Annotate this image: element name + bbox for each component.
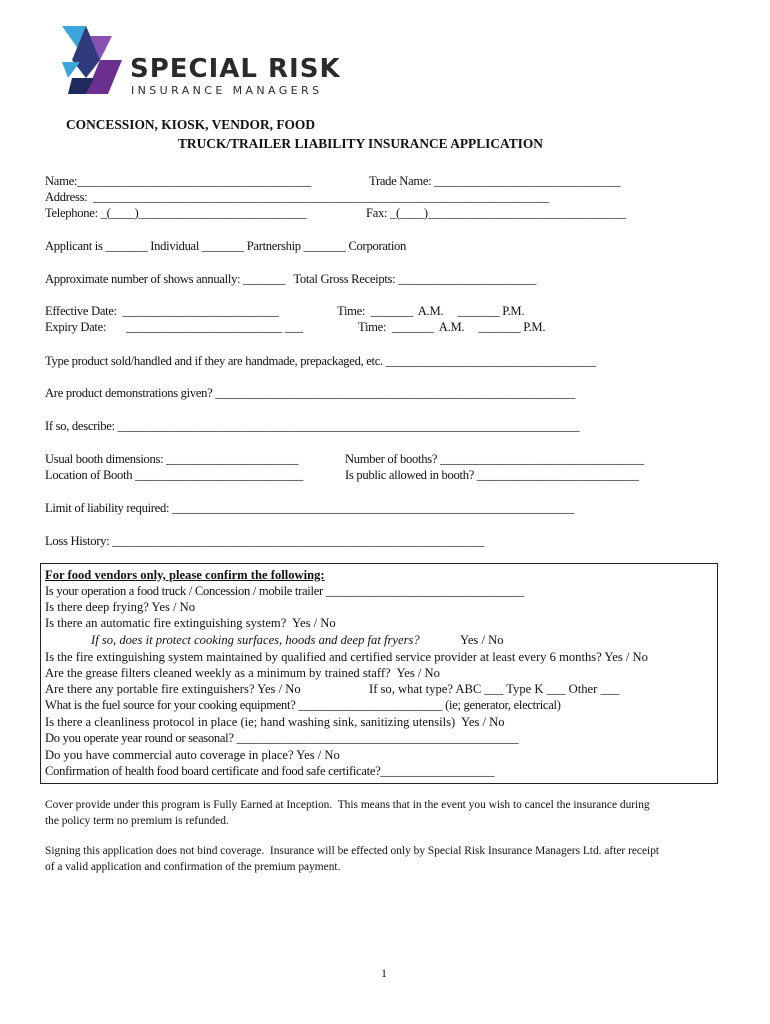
address-field[interactable]: Address: ____________________________________________________________________________ (45, 190, 549, 204)
booth-location-field[interactable]: Location of Booth ____________________________ (45, 468, 303, 482)
public-allowed-field[interactable]: Is public allowed in booth? ___________________________ (345, 468, 639, 482)
logo-subtitle: INSURANCE MANAGERS (131, 84, 323, 97)
food-q-cleanliness[interactable]: Is there a cleanliness protocol in place (ie; hand washing sink, sanitizing utensils) Yes / No (45, 715, 505, 729)
effective-time-field[interactable]: Time: _______ A.M. _______ P.M. (337, 304, 525, 318)
food-q-fuel-source[interactable]: What is the fuel source for your cooking equipment? ________________________ (ie; generator, electrical) (45, 698, 561, 712)
loss-history-field[interactable]: Loss History: ______________________________________________________________ (45, 534, 484, 548)
page-number: 1 (381, 966, 387, 980)
expiry-time-field[interactable]: Time: _______ A.M. _______ P.M. (358, 320, 546, 334)
food-section-heading: For food vendors only, please confirm the following: (45, 568, 325, 582)
food-q-portable-ext[interactable]: Are there any portable fire extinguishers? Yes / No (45, 682, 301, 696)
effective-date-field[interactable]: Effective Date: __________________________ (45, 304, 279, 318)
food-q-maintained[interactable]: Is the fire extinguishing system maintained by qualified and certified service provider at least every 6 months? Yes / No (45, 650, 648, 664)
demonstrations-field[interactable]: Are product demonstrations given? ____________________________________________________________ (45, 386, 576, 400)
applicant-type-field[interactable]: Applicant is _______ Individual _______ Partnership _______ Corporation (45, 239, 407, 253)
food-q-operation[interactable]: Is your operation a food truck / Concession / mobile trailer _________________________________ (45, 584, 524, 598)
cover-note-line-1: Cover provide under this program is Fully Earned at Inception. This means that in the event you wish to cancel the insurance during (45, 799, 650, 811)
logo-name: SPECIAL RISK (130, 54, 341, 84)
special-risk-logo-icon (60, 22, 126, 98)
food-q-year-round[interactable]: Do you operate year round or seasonal? _______________________________________________ (45, 731, 519, 745)
title-line-2: TRUCK/TRAILER LIABILITY INSURANCE APPLICATION (178, 136, 543, 151)
product-type-field[interactable]: Type product sold/handled and if they are handmade, prepackaged, etc. ___________________________________ (45, 354, 596, 368)
food-q-protect-surfaces: If so, does it protect cooking surfaces, hoods and deep fat fryers? (91, 633, 420, 647)
title-line-1: CONCESSION, KIOSK, VENDOR, FOOD (66, 117, 316, 132)
food-q-auto-coverage[interactable]: Do you have commercial auto coverage in place? Yes / No (45, 748, 340, 762)
booth-dimensions-field[interactable]: Usual booth dimensions: ______________________ (45, 452, 299, 466)
food-q-auto-extinguish[interactable]: Is there an automatic fire extinguishing system? Yes / No (45, 616, 336, 630)
describe-field[interactable]: If so, describe: _____________________________________________________________________________ (45, 419, 580, 433)
telephone-field[interactable]: Telephone: _(____)____________________________ (45, 206, 307, 220)
signing-note-line-2: of a valid application and confirmation of the premium payment. (45, 861, 341, 873)
shows-receipts-field[interactable]: Approximate number of shows annually: _______ Total Gross Receipts: _______________________ (45, 272, 537, 286)
food-q-health-certificate[interactable]: Confirmation of health food board certificate and food safe certificate?___________________ (45, 764, 495, 778)
trade-name-field[interactable]: Trade Name: _______________________________ (369, 174, 621, 188)
food-q-deep-frying[interactable]: Is there deep frying? Yes / No (45, 600, 196, 614)
food-q-grease-filters[interactable]: Are the grease filters cleaned weekly as a minimum by trained staff? Yes / No (45, 666, 440, 680)
signing-note-line-1: Signing this application does not bind coverage. Insurance will be effected only by Special Risk Insurance Managers Ltd. after receipt (45, 845, 660, 857)
fax-field[interactable]: Fax: _(____)_________________________________ (366, 206, 626, 220)
food-q-protect-answer[interactable]: Yes / No (460, 633, 504, 647)
expiry-date-field[interactable]: Expiry Date: __________________________ ___ (45, 320, 303, 334)
cover-note-line-2: the policy term no premium is refunded. (45, 815, 229, 827)
food-q-ext-type[interactable]: If so, what type? ABC ___ Type K ___ Other ___ (369, 682, 620, 696)
liability-limit-field[interactable]: Limit of liability required: ___________________________________________________________________ (45, 501, 574, 515)
name-field[interactable]: Name:_______________________________________ (45, 174, 311, 188)
number-of-booths-field[interactable]: Number of booths? __________________________________ (345, 452, 644, 466)
